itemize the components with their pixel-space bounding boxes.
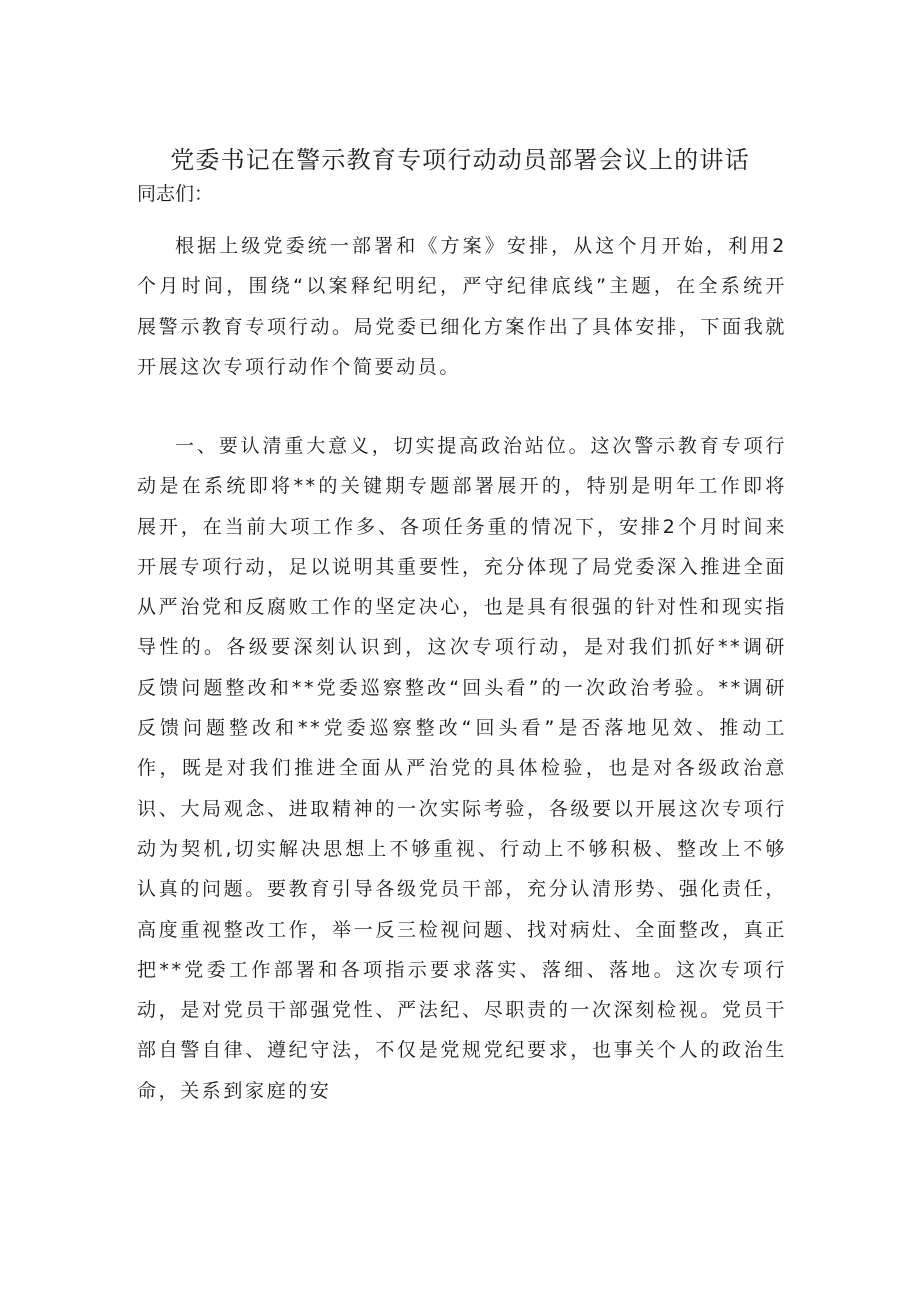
paragraph-section-one: 一、要认清重大意义，切实提高政治站位。这次警示教育专项行动是在系统即将**的关键期专题部署展开的，特别是明年工作即将展开，在当前大项工作多、各项任务重的情况下，安排2个月时间来开展专项行动，足以说明其重要性，充分体现了局党委深入推进全面从严治党和反腐败工作的坚定决心，也是具有很强的针对性和现实指导性的。各级要深刻认识到，这次专项行动，是对我们抓好**调研反馈问题整改和**党委巡察整改“回头看”的一次政治考验。**调研反馈问题整改和**党委巡察整改“回头看”是否落地见效、推动工作，既是对我们推进全面从严治党的具体检验，也是对各级政治意识、大局观念、进取精神的一次实际考验，各级要以开展这次专项行动为契机,切实解决思想上不够重视、行动上不够积极、整改上不够认真的问题。要教育引导各级党员干部，充分认清形势、强化责任，高度重视整改工作，举一反三检视问题、找对病灶、全面整改，真正把**党委工作部署和各项指示要求落实、落细、落地。这次专项行动，是对党员干部强党性、严法纪、尽职责的一次深刻检视。党员干部自警自律、遵纪守法，不仅是党规党纪要求，也事关个人的政治生命，关系到家庭的安 — [137, 435, 787, 1102]
document-title: 党委书记在警示教育专项行动动员部署会议上的讲话 — [170, 146, 750, 174]
salutation: 同志们： — [137, 183, 214, 205]
paragraph-intro: 根据上级党委统一部署和《方案》安排，从这个月开始，利用2个月时间，围绕“以案释纪明纪，严守纪律底线”主题，在全系统开展警示教育专项行动。局党委已细化方案作出了具体安排，下面我就开展这次专项行动作个简要动员。 — [137, 235, 787, 378]
